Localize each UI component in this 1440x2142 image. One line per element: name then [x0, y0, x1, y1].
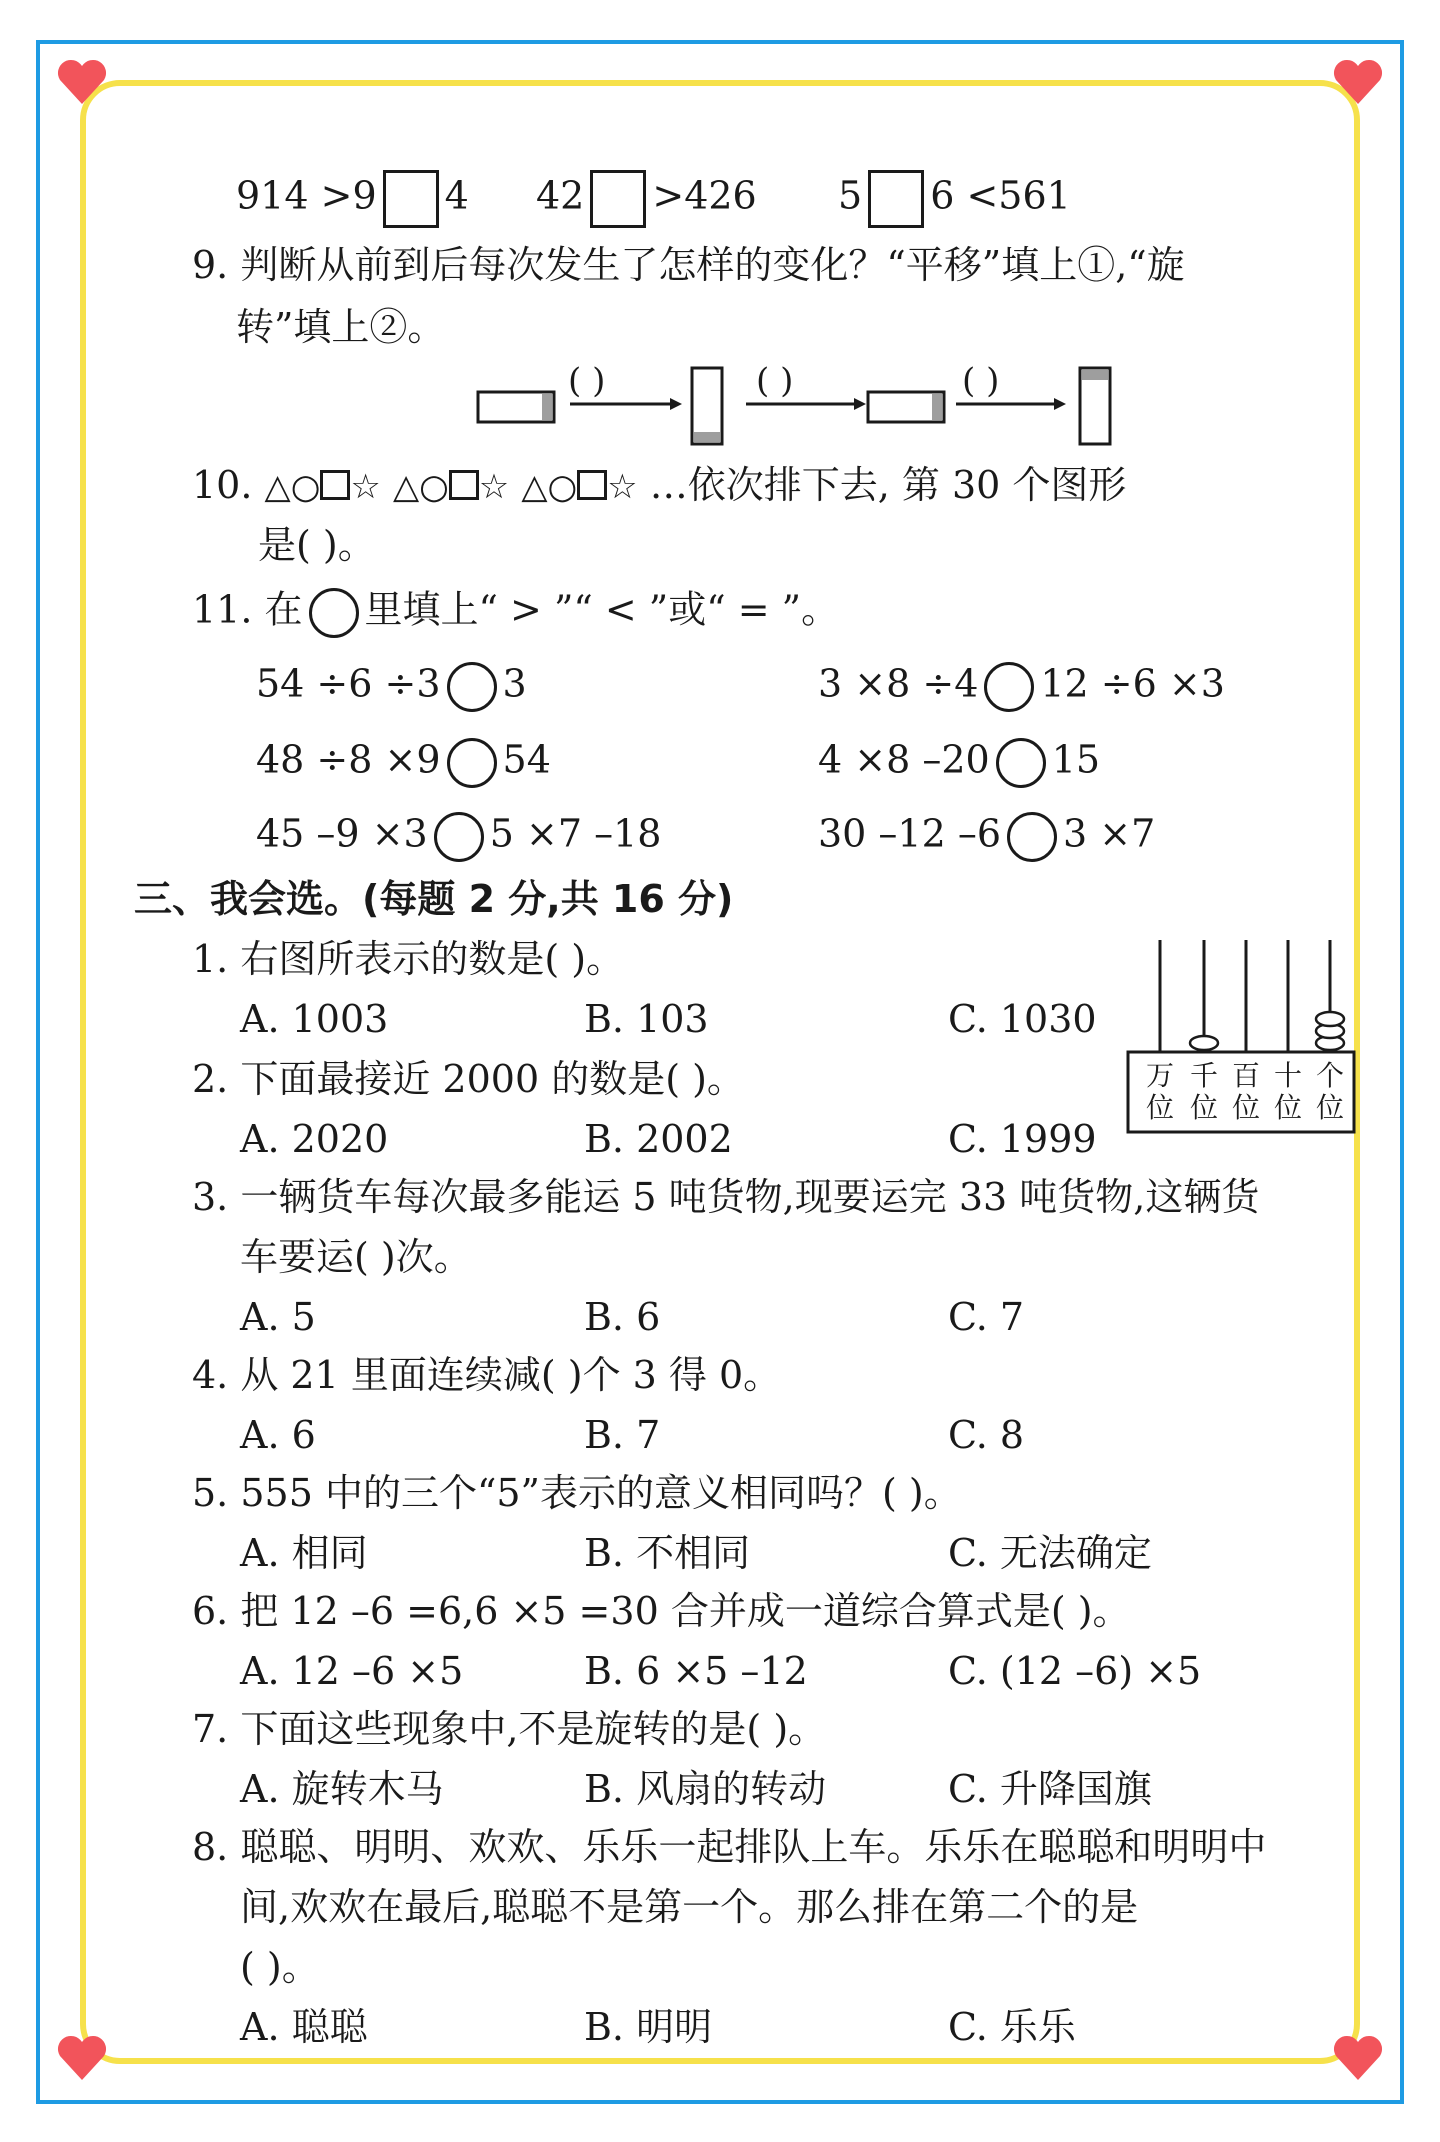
- circle-icon: ○: [419, 467, 449, 507]
- q11-item-5: 45 –9 ×3 5 ×7 –18: [256, 812, 661, 862]
- q9-line-2: 转”填上②。: [236, 305, 446, 349]
- blank-2[interactable]: ( ): [756, 361, 794, 401]
- q11-instruction: 11. 在 里填上“ > ”“ < ”或“ = ”。: [192, 588, 839, 638]
- q5-text: 5. 555 中的三个“5”表示的意义相同吗？( )。: [192, 1471, 962, 1515]
- q4-text: 4. 从 21 里面连续减( )个 3 得 0。: [192, 1353, 782, 1397]
- circle-icon: ○: [290, 467, 321, 507]
- q10-line-1: 10. △○☆ △○☆ △○☆ …依次排下去, 第 30 个图形: [192, 463, 1127, 507]
- q1-text: 1. 右图所表示的数是( )。: [192, 937, 625, 981]
- q11-item-2: 3 ×8 ÷4 12 ÷6 ×3: [818, 662, 1225, 712]
- star-icon: ☆: [478, 467, 510, 507]
- q6-option-a[interactable]: A. 12 –6 ×5: [240, 1649, 464, 1693]
- q7-option-b[interactable]: B. 风扇的转动: [584, 1767, 827, 1811]
- q8-option-c[interactable]: C. 乐乐: [948, 2005, 1076, 2049]
- digit-compare-2: 42 >426: [536, 170, 757, 228]
- q8-text-1: 8. 聪聪、明明、欢欢、乐乐一起排队上车。乐乐在聪聪和明明中: [192, 1825, 1267, 1869]
- q6-text: 6. 把 12 –6 =6,6 ×5 =30 合并成一道综合算式是( )。: [192, 1589, 1131, 1633]
- q3-option-c[interactable]: C. 7: [948, 1295, 1025, 1339]
- compare-circle[interactable]: [1007, 812, 1057, 862]
- q7-text: 7. 下面这些现象中,不是旋转的是( )。: [192, 1707, 827, 1751]
- square-icon: [449, 470, 479, 500]
- answer-box[interactable]: [383, 170, 439, 228]
- blank-3[interactable]: ( ): [962, 361, 1000, 401]
- q2-text: 2. 下面最接近 2000 的数是( )。: [192, 1057, 745, 1101]
- triangle-icon: △: [392, 467, 420, 507]
- q4-option-b[interactable]: B. 7: [584, 1413, 661, 1457]
- circle-icon: [309, 588, 359, 638]
- abacus-place-100: 百 位: [1231, 1059, 1260, 1125]
- q10-line-2: 是( )。: [258, 523, 376, 567]
- q3-option-b[interactable]: B. 6: [584, 1295, 661, 1339]
- digit-compare-3: 5 6 <561: [838, 170, 1071, 228]
- q8-option-a[interactable]: A. 聪聪: [240, 2005, 368, 2049]
- section-title: 三、我会选。(每题 2 分,共 16 分): [134, 877, 734, 921]
- q6-option-b[interactable]: B. 6 ×5 –12: [584, 1649, 808, 1693]
- heart-icon: [54, 54, 110, 110]
- q5-option-c[interactable]: C. 无法确定: [948, 1531, 1152, 1575]
- star-icon: ☆: [607, 467, 638, 507]
- q11-item-6: 30 –12 –6 3 ×7: [818, 812, 1155, 862]
- compare-circle[interactable]: [996, 738, 1046, 788]
- digit-compare-1: 914 >9 4: [236, 170, 469, 228]
- heart-icon: [1330, 2030, 1386, 2086]
- q7-option-a[interactable]: A. 旋转木马: [240, 1767, 444, 1811]
- q1-option-c[interactable]: C. 1030: [948, 997, 1097, 1041]
- abacus-place-10000: 万 位: [1145, 1059, 1174, 1125]
- triangle-icon: △: [264, 467, 291, 507]
- compare-circle[interactable]: [984, 662, 1034, 712]
- answer-box[interactable]: [868, 170, 924, 228]
- q9-line-1: 9. 判断从前到后每次发生了怎样的变化？“平移”填上①,“旋: [192, 243, 1185, 287]
- q8-text-2: 间,欢欢在最后,聪聪不是第一个。那么排在第二个的是: [240, 1885, 1139, 1929]
- star-icon: ☆: [350, 467, 381, 507]
- q6-option-c[interactable]: C. (12 –6) ×5: [948, 1649, 1202, 1693]
- q2-option-a[interactable]: A. 2020: [240, 1117, 389, 1161]
- blank-1[interactable]: ( ): [568, 361, 606, 401]
- q1-option-a[interactable]: A. 1003: [240, 997, 389, 1041]
- compare-circle[interactable]: [447, 662, 497, 712]
- q3-text-1: 3. 一辆货车每次最多能运 5 吨货物,现要运完 33 吨货物,这辆货: [192, 1175, 1260, 1219]
- q7-option-c[interactable]: C. 升降国旗: [948, 1767, 1152, 1811]
- circle-icon: ○: [547, 467, 578, 507]
- q8-option-b[interactable]: B. 明明: [584, 2005, 713, 2049]
- q5-option-b[interactable]: B. 不相同: [584, 1531, 751, 1575]
- heart-icon: [1330, 54, 1386, 110]
- q2-option-b[interactable]: B. 2002: [584, 1117, 733, 1161]
- triangle-icon: △: [521, 467, 548, 507]
- square-icon: [320, 470, 350, 500]
- q11-item-1: 54 ÷6 ÷3 3: [256, 662, 527, 712]
- q5-option-a[interactable]: A. 相同: [240, 1531, 368, 1575]
- q3-option-a[interactable]: A. 5: [240, 1295, 316, 1339]
- q3-text-2: 车要运( )次。: [240, 1235, 472, 1279]
- compare-circle[interactable]: [447, 738, 497, 788]
- q8-text-3: ( )。: [240, 1945, 320, 1989]
- square-icon: [577, 470, 607, 500]
- q4-option-a[interactable]: A. 6: [240, 1413, 316, 1457]
- abacus-place-1: 个 位: [1315, 1059, 1344, 1125]
- abacus-place-10: 十 位: [1273, 1059, 1302, 1125]
- compare-circle[interactable]: [434, 812, 484, 862]
- answer-box[interactable]: [590, 170, 646, 228]
- abacus-place-1000: 千 位: [1189, 1059, 1218, 1125]
- q2-option-c[interactable]: C. 1999: [948, 1117, 1097, 1161]
- heart-icon: [54, 2030, 110, 2086]
- q1-option-b[interactable]: B. 103: [584, 997, 709, 1041]
- q11-item-4: 4 ×8 –20 15: [818, 738, 1100, 788]
- q4-option-c[interactable]: C. 8: [948, 1413, 1025, 1457]
- q11-item-3: 48 ÷8 ×9 54: [256, 738, 551, 788]
